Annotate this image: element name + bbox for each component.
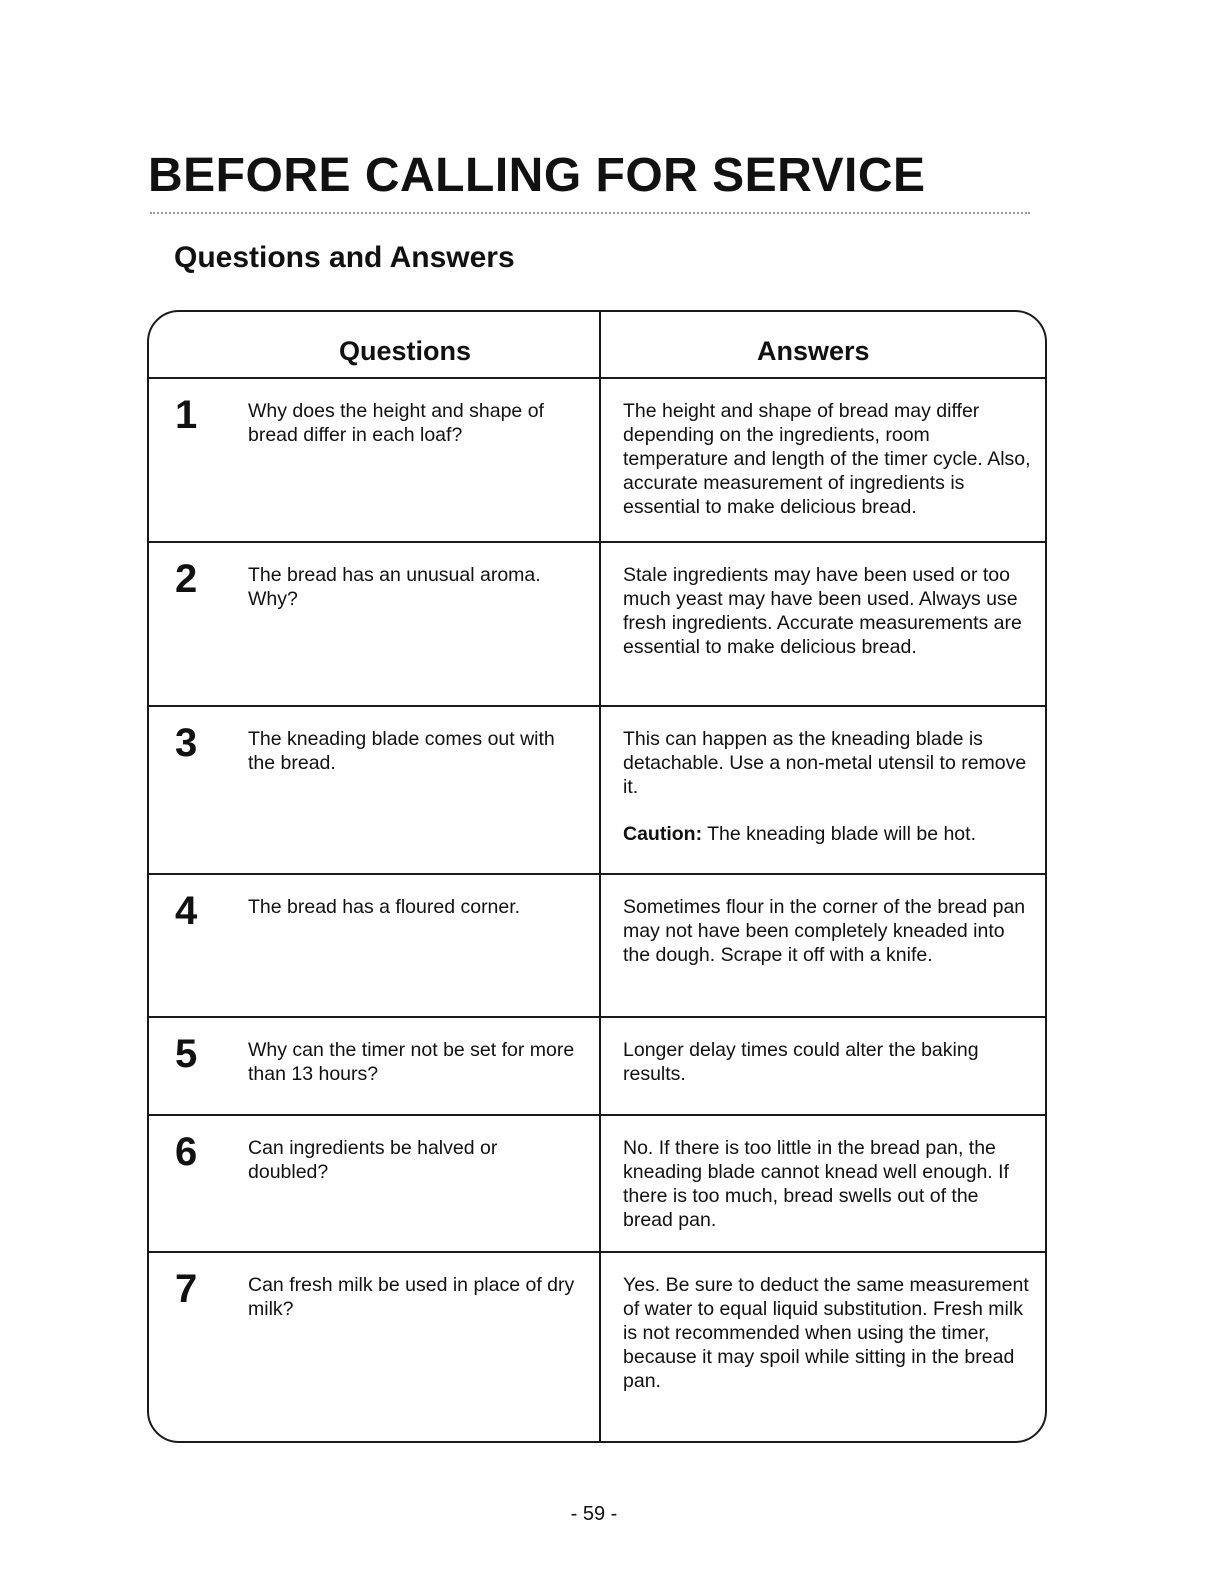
questions-column-header: Questions <box>339 336 472 366</box>
table-row <box>149 543 1045 707</box>
caution-text: The kneading blade will be hot. <box>702 823 976 845</box>
table-row <box>149 875 1045 1018</box>
question-text: Can fresh milk be used in place of dry milk? <box>248 1274 575 1320</box>
qa-table <box>147 310 1047 1443</box>
table-row <box>149 379 1045 543</box>
caution-note <box>623 822 1033 846</box>
question-text: The bread has an unusual aroma. Why? <box>248 564 541 610</box>
question-text: The kneading blade comes out with the bread. <box>248 728 555 774</box>
table-row <box>149 1253 1045 1442</box>
table-row <box>149 1018 1045 1116</box>
page-number: - 59 - <box>570 1503 618 1525</box>
answers-column-header: Answers <box>757 336 870 366</box>
table-row <box>149 1116 1045 1253</box>
row-number: 5 <box>175 1032 198 1076</box>
row-number: 4 <box>175 889 198 933</box>
table-row <box>149 707 1045 875</box>
question-text: Why can the timer not be set for more than 13 hours? <box>248 1039 575 1085</box>
row-number: 7 <box>175 1267 198 1311</box>
section-title: Questions and Answers <box>174 241 515 274</box>
question-text: Can ingredients be halved or doubled? <box>248 1137 498 1183</box>
answer-block <box>623 727 1033 846</box>
page-title: BEFORE CALLING FOR SERVICE <box>148 149 926 202</box>
answer-text: The height and shape of bread may differ depending on the ingredients, room temperature and length of the timer cycle. Also, accurate measurement of ingredients is essential to make delicious bread. <box>623 400 1031 518</box>
row-number: 1 <box>175 393 198 437</box>
row-number: 2 <box>175 557 198 601</box>
title-divider <box>150 212 1030 214</box>
answer-text: Longer delay times could alter the baking results. <box>623 1039 979 1085</box>
answer-text: Yes. Be sure to deduct the same measurement of water to equal liquid substitution. Fresh milk is not recommended when using the timer, because it may spoil while sitting in the bread pan. <box>623 1274 1029 1392</box>
answer-text: This can happen as the kneading blade is detachable. Use a non-metal utensil to remove it. <box>623 728 1027 798</box>
question-text: The bread has a floured corner. <box>248 896 521 918</box>
caution-label: Caution: <box>623 823 703 845</box>
table-header <box>149 312 1045 379</box>
answer-text: Sometimes flour in the corner of the bread pan may not have been completely kneaded into the dough. Scrape it off with a knife. <box>623 896 1026 966</box>
answer-text: No. If there is too little in the bread pan, the kneading blade cannot knead well enough. If there is too much, bread swells out of the bread pan. <box>623 1137 1009 1231</box>
row-number: 3 <box>175 721 198 765</box>
row-number: 6 <box>175 1130 198 1174</box>
answer-text: Stale ingredients may have been used or too much yeast may have been used. Always use fresh ingredients. Accurate measurements are essential to make delicious bread. <box>623 564 1022 658</box>
question-text: Why does the height and shape of bread differ in each loaf? <box>248 400 544 446</box>
